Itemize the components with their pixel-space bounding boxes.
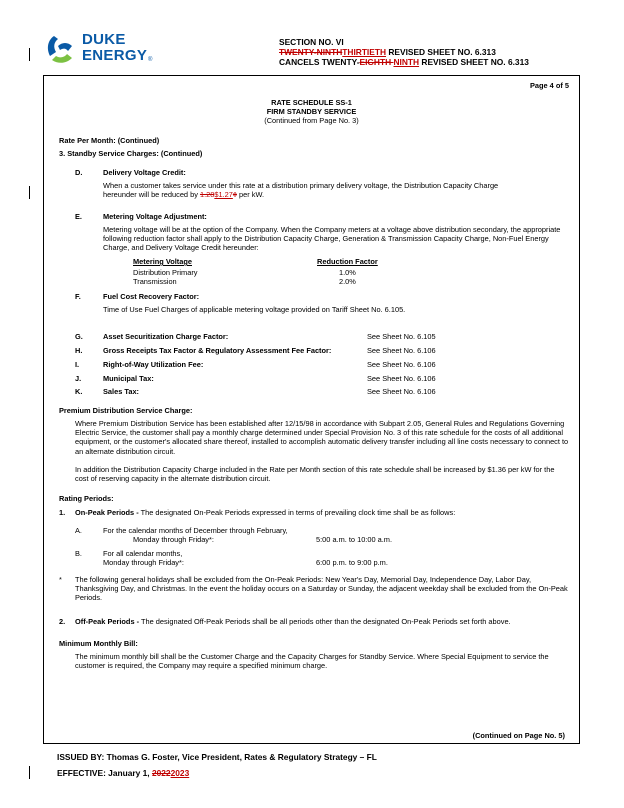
item-letter: G. bbox=[75, 332, 83, 341]
issued-by: ISSUED BY: Thomas G. Foster, Vice President, Rates & Regulatory Strategy – FL bbox=[57, 752, 377, 762]
off-peak-label: Off-Peak Periods - bbox=[75, 617, 140, 626]
cancels-sheet-line bbox=[279, 57, 529, 68]
cancels-rest: REVISED SHEET NO. 6.313 bbox=[419, 57, 529, 67]
item-letter: E. bbox=[75, 212, 82, 221]
logo-mark-icon bbox=[44, 32, 78, 66]
reduction-factor-col-header: Reduction Factor bbox=[317, 257, 378, 266]
revision-bar bbox=[29, 186, 30, 199]
table-cell: 1.0% bbox=[339, 268, 356, 277]
tariff-body-box bbox=[43, 75, 580, 744]
item-letter: H. bbox=[75, 346, 83, 355]
logo-text-energy: ENERGY bbox=[82, 47, 148, 64]
duke-energy-logo bbox=[44, 28, 164, 70]
table-cell: Distribution Primary bbox=[133, 268, 198, 277]
period-a-line2: Monday through Friday*: bbox=[133, 535, 214, 544]
item-label: Municipal Tax: bbox=[103, 374, 154, 383]
holiday-text: The following general holidays shall be excluded from the On-Peak Periods: New Year's Day, Memorial Day, Independence Day, Labor Day, Thanksgiving Day, and Christmas. In the event the holiday occurs on a Saturday or Sunday, the adjacent weekday shall be excluded from the On-Peak Periods. bbox=[75, 575, 568, 603]
revision-bar bbox=[29, 766, 30, 779]
continued-from: (Continued from Page No. 3) bbox=[264, 116, 359, 125]
revision-bar bbox=[29, 48, 30, 61]
period-b-time: 6:00 p.m. to 9:00 p.m. bbox=[316, 558, 388, 567]
period-b-line1: For all calendar months, bbox=[103, 549, 183, 558]
delivery-voltage-credit-heading: Delivery Voltage Credit: bbox=[103, 168, 186, 177]
item-label: Gross Receipts Tax Factor & Regulatory Assessment Fee Factor: bbox=[103, 346, 332, 355]
deleted-text: 2022 bbox=[151, 768, 171, 778]
period-b-line2: Monday through Friday*: bbox=[103, 558, 184, 567]
item-letter: D. bbox=[75, 168, 83, 177]
metering-voltage-heading: Metering Voltage Adjustment: bbox=[103, 212, 207, 221]
schedule-title: RATE SCHEDULE SS-1 bbox=[271, 98, 352, 107]
premium-distribution-text: Where Premium Distribution Service has been established after 12/15/98 in accordance with Subpart 2.05, General Rules and Regulations Governing Electric Service, the customer shall pay a monthly charge determined under Special Provision No. 3 of this rate schedule for the costs of all additional equipment, or the customer's allocated share thereof, installed to accomplish automatic delivery transfer including all line costs necessary to connect to an alternate distribution circuit. bbox=[75, 419, 569, 456]
sheet-reference: See Sheet No. 6.105 bbox=[367, 332, 436, 341]
effective-date bbox=[57, 768, 189, 779]
sub-letter: A. bbox=[75, 526, 82, 535]
deleted-text: 1.28 bbox=[199, 190, 215, 199]
premium-capacity-text: In addition the Distribution Capacity Charge included in the Rate per Month section of this rate schedule shall be increased by $1.36 per kW for the cost of reserving capacity in the alternate distribution circuit. bbox=[75, 465, 555, 484]
item-label: Right-of-Way Utilization Fee: bbox=[103, 360, 204, 369]
rating-periods-heading: Rating Periods: bbox=[59, 494, 114, 503]
on-peak-label: On-Peak Periods - bbox=[75, 508, 139, 517]
sheet-reference: See Sheet No. 6.106 bbox=[367, 346, 436, 355]
effective-prefix: EFFECTIVE: January 1, bbox=[57, 768, 152, 778]
inserted-text: 2023 bbox=[170, 768, 190, 778]
on-peak-text: The designated On-Peak Periods expressed in terms of prevailing clock time shall be as follows: bbox=[138, 508, 456, 517]
logo-registered-mark: ® bbox=[148, 57, 153, 63]
minimum-bill-text: The minimum monthly bill shall be the Customer Charge and the Capacity Charges for Standby Service. Where Special Equipment to service the customer is required, the Company may require a specified minimum charge. bbox=[75, 652, 549, 671]
page-number: Page 4 of 5 bbox=[529, 81, 569, 90]
delivery-voltage-credit-line bbox=[103, 190, 264, 199]
table-cell: Transmission bbox=[133, 277, 177, 286]
premium-distribution-heading: Premium Distribution Service Charge: bbox=[59, 406, 193, 415]
item-label: Asset Securitization Charge Factor: bbox=[103, 332, 229, 341]
deleted-text: EIGHTH bbox=[359, 57, 394, 67]
item-label: Sales Tax: bbox=[103, 387, 140, 396]
list-number: 1. bbox=[59, 508, 66, 517]
item-letter: K. bbox=[75, 387, 83, 396]
credit-text-suffix: per kW. bbox=[236, 190, 265, 199]
logo-text-duke: DUKE bbox=[82, 31, 126, 48]
metering-voltage-text: Metering voltage will be at the option of the Company. When the Company meters at a voltage above distribution secondary, the appropriate following reduction factor shall apply to the Distribution Capacity Charge, Generation & Transmission Capacity Charge, Non-Fuel Energy Charge, and Delivery Voltage Credit hereunder: bbox=[103, 225, 561, 253]
list-number: 2. bbox=[59, 617, 66, 626]
off-peak-line bbox=[75, 617, 511, 626]
deleted-text: TWENTY-NINTH bbox=[279, 47, 343, 57]
item-letter: I. bbox=[75, 360, 80, 369]
delivery-voltage-text: When a customer takes service under this rate at a distribution primary delivery voltage, the Distribution Capacity Charge bbox=[103, 181, 499, 190]
off-peak-text: The designated Off-Peak Periods shall be all periods other than the designated On-Peak Periods set forth above. bbox=[139, 617, 511, 626]
revised-sheet-rest: REVISED SHEET NO. 6.313 bbox=[386, 47, 496, 57]
sheet-reference: See Sheet No. 6.106 bbox=[367, 387, 436, 396]
item-letter: J. bbox=[75, 374, 82, 383]
rate-per-month-heading: Rate Per Month: (Continued) bbox=[59, 136, 160, 145]
sheet-reference: See Sheet No. 6.106 bbox=[367, 360, 436, 369]
period-a-time: 5:00 a.m. to 10:00 a.m. bbox=[316, 535, 393, 544]
section-number: SECTION NO. VI bbox=[279, 37, 344, 47]
table-cell: 2.0% bbox=[339, 277, 356, 286]
fuel-cost-text: Time of Use Fuel Charges of applicable metering voltage provided on Tariff Sheet No. 6.105. bbox=[103, 305, 406, 314]
credit-text-prefix: hereunder will be reduced by bbox=[103, 190, 200, 199]
item-letter: F. bbox=[75, 292, 81, 301]
period-a-line1: For the calendar months of December through February, bbox=[103, 526, 288, 535]
footnote-star: * bbox=[59, 575, 62, 584]
cancels-prefix: CANCELS TWENTY- bbox=[279, 57, 360, 67]
fuel-cost-heading: Fuel Cost Recovery Factor: bbox=[103, 292, 200, 301]
continued-on: (Continued on Page No. 5) bbox=[472, 731, 565, 740]
standby-charges-heading: 3. Standby Service Charges: (Continued) bbox=[59, 149, 203, 158]
sub-letter: B. bbox=[75, 549, 82, 558]
inserted-text: THIRTIETH bbox=[342, 47, 387, 57]
inserted-text: NINTH bbox=[393, 57, 420, 67]
on-peak-line bbox=[75, 508, 455, 517]
inserted-text: $1.27 bbox=[214, 190, 233, 199]
metering-voltage-col-header: Metering Voltage bbox=[133, 257, 192, 266]
sheet-reference: See Sheet No. 6.106 bbox=[367, 374, 436, 383]
schedule-subtitle: FIRM STANDBY SERVICE bbox=[266, 107, 357, 116]
deleted-text: ¢ bbox=[232, 190, 237, 199]
minimum-bill-heading: Minimum Monthly Bill: bbox=[59, 639, 138, 648]
